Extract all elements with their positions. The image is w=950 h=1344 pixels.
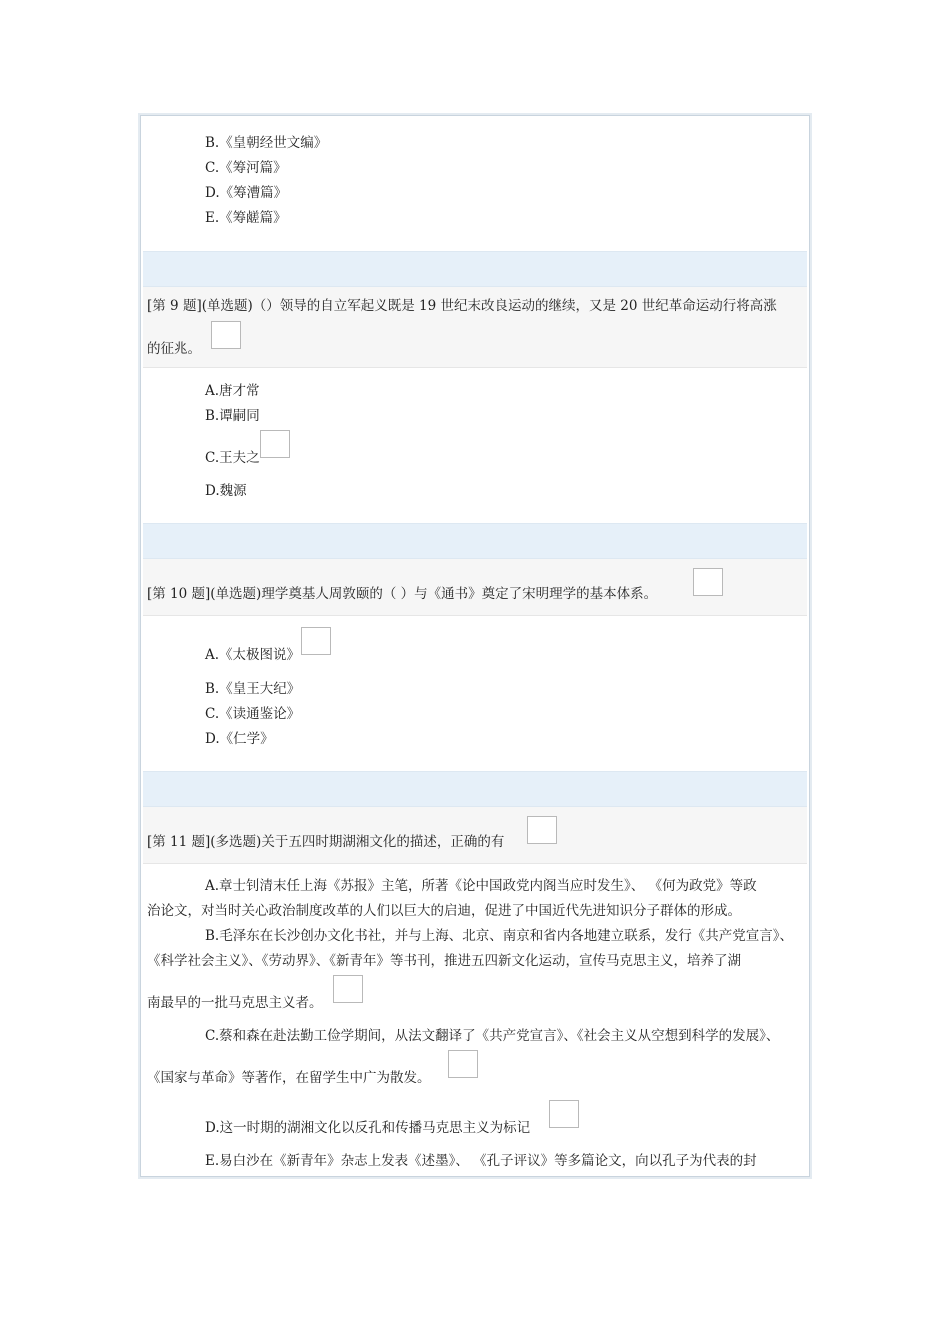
q10-question: [第 10 题](单选题)理学奠基人周敦颐的（ ）与《通书》奠定了宋明理学的基本体系。: [147, 586, 658, 602]
q8-option-d[interactable]: D.《筹漕篇》: [205, 185, 288, 201]
q8-option-c[interactable]: C.《筹河篇》: [205, 160, 287, 176]
q8-option-e[interactable]: E.《筹鹾篇》: [205, 210, 287, 226]
q11-option-d[interactable]: D.这一时期的湖湘文化以反孔和传播马克思主义为标记: [205, 1120, 531, 1136]
q10-option-a-box[interactable]: [301, 627, 331, 655]
q9-question-line2: 的征兆。: [147, 341, 201, 357]
quiz-frame: [140, 115, 810, 1177]
q8-option-b[interactable]: B.《皇朝经世文编》: [205, 135, 328, 151]
q10-option-b[interactable]: B.《皇王大纪》: [205, 681, 301, 697]
q9-option-c-box[interactable]: [260, 430, 290, 458]
q9-answer-box[interactable]: [211, 321, 241, 349]
q9-options-block: [143, 368, 807, 523]
q11-option-c-cont: 《国家与革命》等著作，在留学生中广为散发。: [147, 1070, 431, 1086]
q8-options-block: [143, 116, 807, 251]
q10-options-block: [143, 616, 807, 771]
q11-option-b-box[interactable]: [333, 975, 363, 1003]
q11-option-e[interactable]: E.易白沙在《新青年》杂志上发表《述墨》、 《孔子评议》等多篇论文，向以孔子为代表的封: [205, 1153, 757, 1169]
q10-option-c[interactable]: C.《读通鉴论》: [205, 706, 301, 722]
q9-header: [143, 287, 807, 368]
q10-answer-box[interactable]: [693, 568, 723, 596]
q11-option-d-box[interactable]: [549, 1100, 579, 1128]
q10-option-a[interactable]: A.《太极图说》: [205, 647, 301, 663]
q10-option-d[interactable]: D.《仁学》: [205, 731, 274, 747]
q11-option-c[interactable]: C.蔡和森在赴法勤工俭学期间，从法文翻译了《共产党宣言》、《社会主义从空想到科学的发展》、: [205, 1028, 780, 1044]
q9-option-c[interactable]: C.王夫之: [205, 450, 260, 466]
section-divider: [143, 251, 807, 287]
q11-option-b-cont2: 南最早的一批马克思主义者。: [147, 995, 323, 1011]
q11-option-b[interactable]: B.毛泽东在长沙创办文化书社，并与上海、北京、南京和省内各地建立联系，发行《共产党宣言》、: [205, 928, 793, 944]
q11-question: [第 11 题](多选题)关于五四时期湖湘文化的描述，正确的有: [147, 834, 505, 850]
q11-option-a[interactable]: A.章士钊清末任上海《苏报》主笔，所著《论中国政党内阁当应时发生》、 《何为政党》等政: [205, 878, 757, 894]
q9-option-d[interactable]: D.魏源: [205, 483, 247, 499]
q11-header: [143, 807, 807, 864]
q11-option-b-cont1: 《科学社会主义》、《劳动界》、《新青年》等书刊，推进五四新文化运动，宣传马克思主义，培养了湖: [147, 953, 741, 969]
q10-header: [143, 559, 807, 616]
q11-options-block: [143, 864, 807, 1177]
section-divider: [143, 771, 807, 807]
section-divider: [143, 523, 807, 559]
q11-option-c-box[interactable]: [448, 1050, 478, 1078]
q11-option-a-cont: 治论文，对当时关心政治制度改革的人们以巨大的启迪，促进了中国近代先进知识分子群体的形成。: [147, 903, 741, 919]
q11-answer-box[interactable]: [527, 816, 557, 844]
q9-question-line1: [第 9 题](单选题)（）领导的自立军起义既是 19 世纪末改良运动的继续，又是 20 世纪革命运动行将高涨: [147, 298, 777, 314]
q9-option-a[interactable]: A.唐才常: [205, 383, 260, 399]
q9-option-b[interactable]: B.谭嗣同: [205, 408, 260, 424]
